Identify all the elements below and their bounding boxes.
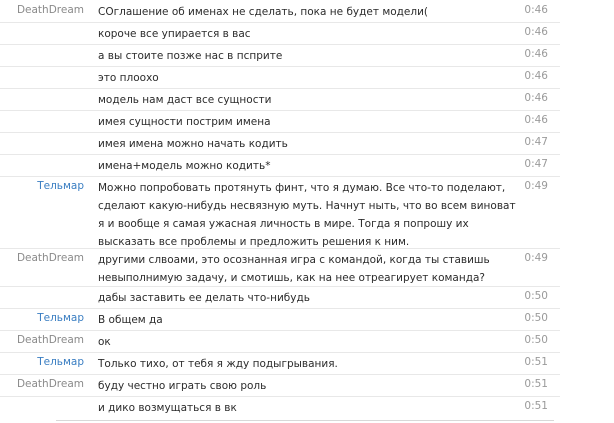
message-row [0, 308, 560, 331]
message-time: 0:46 [524, 48, 548, 60]
message-row [0, 286, 560, 309]
message-text: В общем да [98, 314, 163, 326]
message-text: другими слвоами, это осознанная игра с командой, когда ты ставишь невыполнимую задачу, и смотишь, как на нее отреагирует команда? [98, 254, 490, 284]
author-name[interactable]: DeathDream [16, 334, 84, 346]
message-row [0, 0, 560, 23]
message-row [0, 66, 560, 89]
message-time: 0:50 [524, 334, 548, 346]
message-row [0, 396, 560, 418]
message-text: дабы заставить ее делать что-нибудь [98, 292, 310, 304]
message-row [0, 176, 560, 249]
message-time: 0:47 [524, 136, 548, 148]
author-name[interactable]: Тельмар [37, 356, 84, 368]
message-row [0, 88, 560, 111]
message-row [0, 248, 560, 287]
message-text: СОглашение об именах не сделать, пока не будет модели( [98, 6, 429, 18]
author-name[interactable]: Тельмар [37, 312, 84, 324]
message-row [0, 110, 560, 133]
author-name[interactable]: DeathDream [16, 252, 84, 264]
message-time: 0:51 [524, 378, 548, 390]
message-row [0, 154, 560, 177]
message-text: Только тихо, от тебя я жду подыгрывания. [98, 358, 338, 370]
message-time: 0:47 [524, 158, 548, 170]
message-text: короче все упирается в вас [98, 28, 251, 40]
message-time: 0:46 [524, 92, 548, 104]
message-time: 0:46 [524, 4, 548, 16]
message-text: а вы стоите позже нас в псприте [98, 50, 283, 62]
author-name[interactable]: Тельмар [37, 180, 84, 192]
message-row [0, 44, 560, 67]
author-name[interactable]: DeathDream [16, 378, 84, 390]
message-time: 0:46 [524, 114, 548, 126]
message-row [0, 374, 560, 397]
message-row [0, 330, 560, 353]
message-time: 0:50 [524, 312, 548, 324]
message-text: буду честно играть свою роль [98, 380, 267, 392]
message-time: 0:49 [524, 180, 548, 192]
message-text: Можно попробовать протянуть финт, что я думаю. Все что-то поделают, сделают какую-нибудь несвязную муть. Начнут ныть, что во всем виноват я и вообще я самая ужасная личность в мире. Тогда я попрошу их высказать все проблемы и предложить решения к ним. [98, 182, 516, 248]
message-text: и дико возмущаться в вк [98, 402, 237, 414]
author-name[interactable]: DeathDream [16, 4, 84, 16]
message-time: 0:51 [524, 400, 548, 412]
message-text: ок [98, 336, 111, 348]
message-time: 0:49 [524, 252, 548, 264]
message-row [0, 352, 560, 375]
divider [56, 420, 554, 421]
message-text: имея сущности пострим имена [98, 116, 271, 128]
message-time: 0:51 [524, 356, 548, 368]
message-row [0, 22, 560, 45]
message-text: модель нам даст все сущности [98, 94, 272, 106]
message-text: имена+модель можно кодить* [98, 160, 271, 172]
message-row [0, 132, 560, 155]
message-time: 0:46 [524, 26, 548, 38]
message-time: 0:46 [524, 70, 548, 82]
message-text: это плоохо [98, 72, 159, 84]
message-time: 0:50 [524, 290, 548, 302]
message-text: имея имена можно начать кодить [98, 138, 288, 150]
